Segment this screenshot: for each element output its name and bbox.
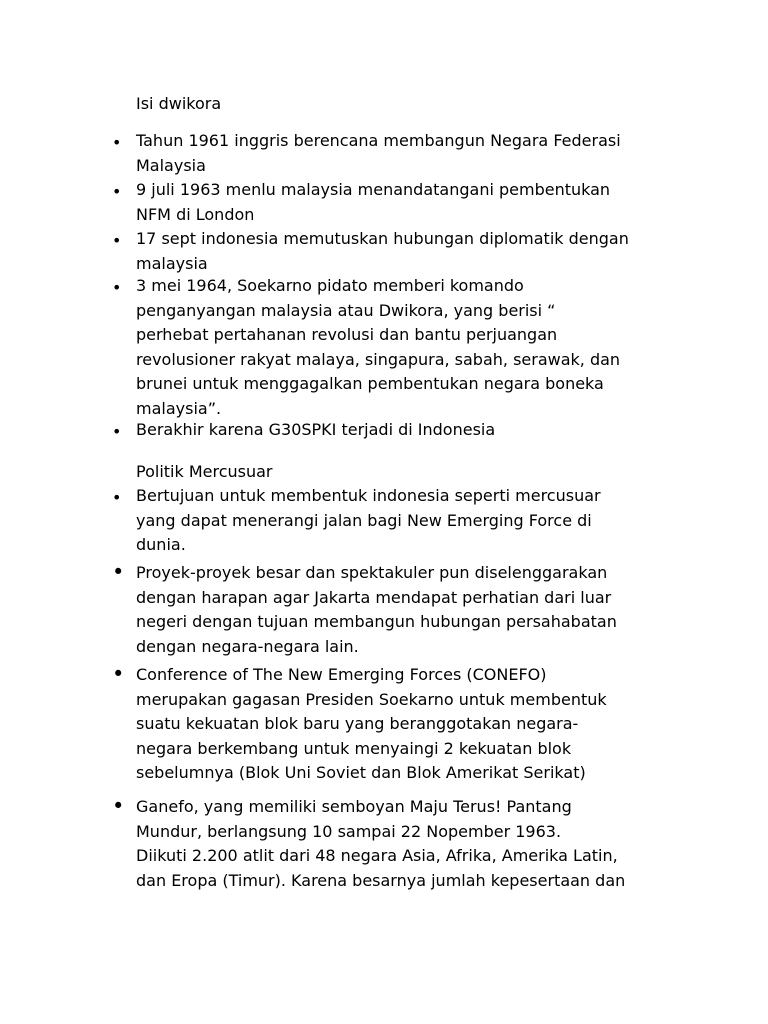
bullet-icon: • xyxy=(112,794,125,818)
list-item-text: Bertujuan untuk membentuk indonesia seperti mercusuar yang dapat menerangi jalan bagi New Emerging Force di dunia. xyxy=(136,486,601,554)
list-item-text: Tahun 1961 inggris berencana membangun Negara Federasi Malaysia xyxy=(136,131,621,175)
list-item xyxy=(112,129,712,178)
section-heading-politik-mercusuar: Politik Mercusuar xyxy=(136,462,273,481)
bullet-icon: • xyxy=(112,133,122,152)
list-item xyxy=(112,561,712,659)
list-item-text: Conference of The New Emerging Forces (CONEFO) merupakan gagasan Presiden Soekarno untuk membentuk suatu kekuatan blok baru yang beranggotakan negara- negara berkembang untuk menyaingi 2 kekuatan blok sebelumnya (Blok Uni Soviet dan Blok Amerikat Serikat) xyxy=(136,665,607,782)
bullet-icon: • xyxy=(112,422,122,441)
list-item xyxy=(112,274,712,421)
list-item xyxy=(112,484,712,558)
list-item-text: Ganefo, yang memiliki semboyan Maju Terus! Pantang Mundur, berlangsung 10 sampai 22 Nopember 1963. Diikuti 2.200 atlit dari 48 negara Asia, Afrika, Amerika Latin, dan Eropa (Timur). Karena besarnya jumlah kepesertaan dan xyxy=(136,797,626,890)
bullet-icon: • xyxy=(112,182,122,201)
list-item xyxy=(112,795,712,893)
section-heading-dwikora: Isi dwikora xyxy=(136,94,222,113)
bullet-icon: • xyxy=(112,231,122,250)
list-item-text: 9 juli 1963 menlu malaysia menandatangani pembentukan NFM di London xyxy=(136,180,611,224)
list-item-text: 17 sept indonesia memutuskan hubungan diplomatik dengan malaysia xyxy=(136,229,629,273)
bullet-icon: • xyxy=(112,662,125,686)
bullet-icon: • xyxy=(112,488,122,507)
bullet-icon: • xyxy=(112,278,122,297)
list-item xyxy=(112,418,712,443)
list-item-text: Proyek-proyek besar dan spektakuler pun diselenggarakan dengan harapan agar Jakarta mendapat perhatian dari luar negeri dengan tujuan membangun hubungan persahabatan dengan negara-negara lain. xyxy=(136,563,617,656)
list-item xyxy=(112,663,712,786)
list-item-text: Berakhir karena G30SPKI terjadi di Indonesia xyxy=(136,420,496,439)
list-item-text: 3 mei 1964, Soekarno pidato memberi komando penganyangan malaysia atau Dwikora, yang berisi “ perhebat pertahanan revolusi dan bantu perjuangan revolusioner rakyat malaya, singapura, sabah, serawak, dan brunei untuk menggagalkan pembentukan negara boneka malaysia”. xyxy=(136,276,621,418)
list-item xyxy=(112,178,712,227)
list-item xyxy=(112,227,712,276)
bullet-icon: • xyxy=(112,560,125,584)
